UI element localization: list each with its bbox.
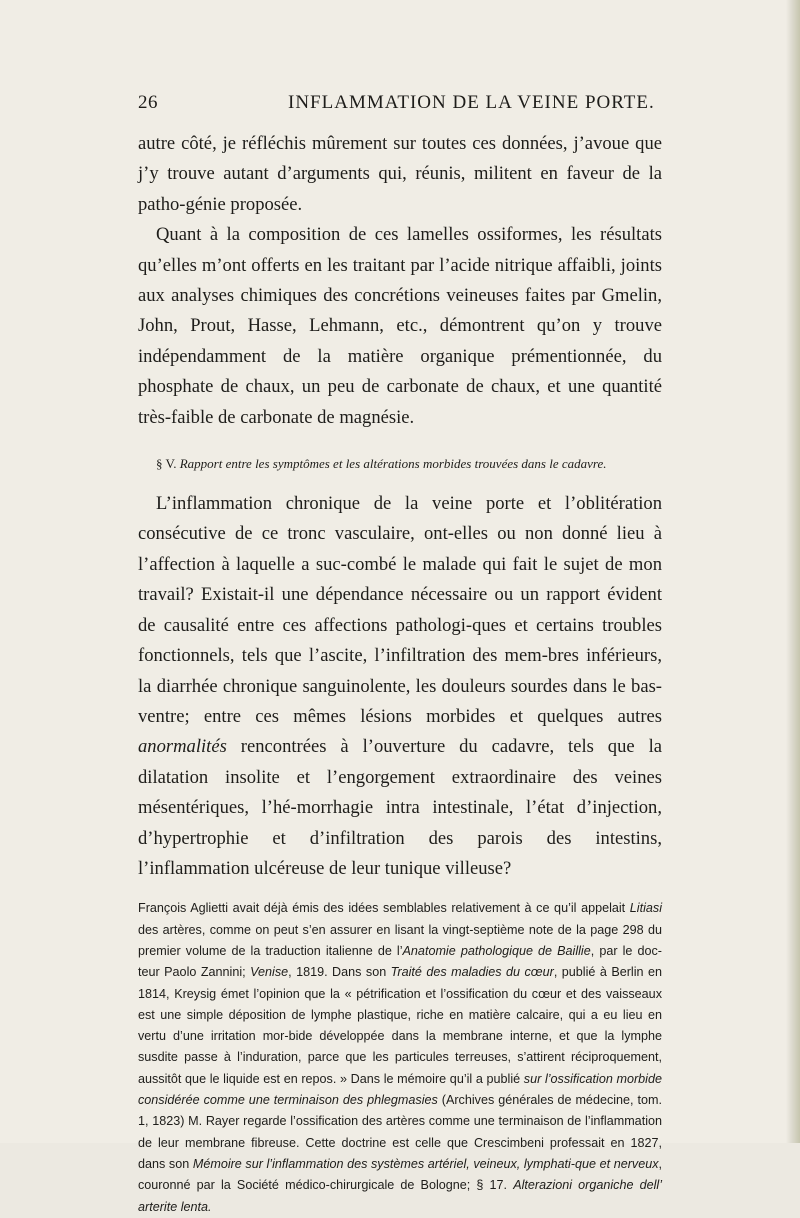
footnote-italic-2: Anatomie pathologique de Baillie xyxy=(402,943,591,958)
paragraph-text-b: rencontrées à l’ouverture du cadavre, tels que la dilatation insolite et l’engorgement extraordinaire des veines mésentériques, l’hé-morrhagie intra intestinale, l’état d’injection, d’hypertrophie et d’infiltration des parois des intestins, l’inflammation ulcéreuse de leur tunique villeuse? xyxy=(138,736,662,879)
running-title: INFLAMMATION DE LA VEINE PORTE. xyxy=(288,92,655,113)
footnote-italic-7: Alterazioni organiche dell’ arterite lenta. xyxy=(138,1178,662,1214)
footnote xyxy=(138,898,662,1217)
footnote-text-1: François Aglietti avait déjà émis des idées semblables relativement à ce qu’il appelait xyxy=(138,901,630,916)
footnote-text-5: , publié à Berlin en 1814, Kreysig émet l’opinion que la « pétrification et l’ossification du cœur et des vaisseaux est une simple déposition de lymphe plastique, riche en matière calcaire, qui a eu lieu en vertu d’une irritation mor-bide développée dans la membrane interne, et que la lymphe susdite passe à l’induration, parce que les particules terreuses, s’attirent réciproquement, aussitôt que le liquide est en repos. » Dans le mémoire qu’il a publié xyxy=(138,965,662,1086)
footnote-italic-4: Traité des maladies du cœur xyxy=(390,965,554,980)
paragraph-composition: Quant à la composition de ces lamelles ossiformes, les résultats qu’elles m’ont offerts en les traitant par l’acide nitrique affaibli, joints aux analyses chimiques des concrétions veineuses faites par Gmelin, John, Prout, Hasse, Lehmann, etc., démontrent qu’on y trouve indépendamment de la matière organique prémentionnée, du phosphate de chaux, un peu de carbonate de chaux, et une quantité très-faible de carbonate de magnésie. xyxy=(138,224,662,428)
footnote-text-6: (Archives générales de médecine, tom. 1, 1823) M. Rayer regarde l’ossification des artères comme une terminaison de l’inflammation de leur membrane fibreuse. Cette doctrine est celle que Crescimbeni professait en 1827, dans son xyxy=(138,1093,662,1171)
footnote-italic-3: Venise xyxy=(250,965,289,980)
footnote-text-7: , couronné par la Société médico-chirurgicale de Bologne; § 17. xyxy=(138,1156,662,1193)
paragraph-continued: autre côté, je réfléchis mûrement sur toutes ces données, j’avoue que j’y trouve autant d’arguments qui, réunis, militent en faveur de la patho-génie proposée. xyxy=(138,133,662,215)
running-header xyxy=(138,92,662,116)
footnote-italic-5: sur l’ossification morbide considérée comme une terminaison des phlegmasies xyxy=(138,1071,662,1108)
paragraph-text-a: L’inflammation chronique de la veine porte et l’oblitération consécutive de ce tronc vasculaire, ont-elles ou non donné lieu à l’affection à laquelle a suc-combé le malade qui fait le sujet de mon travail? Existait-il une dépendance nécessaire ou un rapport évident de causalité entre ces affections pathologi-ques et certains troubles fonctionnels, tels que l’ascite, l’infiltration des mem-bres inférieurs, la diarrhée chronique sanguinolente, les douleurs sourdes dans le bas-ventre; entre ces mêmes lésions morbides et quelques autres xyxy=(138,493,662,727)
section-heading xyxy=(138,455,662,473)
page-number: 26 xyxy=(138,92,158,113)
footnote-text-3: , par le doc-teur Paolo Zannini; xyxy=(138,943,662,980)
paragraph-inflammation xyxy=(138,489,662,884)
footnote-italic-6: Mémoire sur l’inflammation des systèmes artériel, veineux, lymphati-que et nerveux xyxy=(192,1156,659,1171)
footnote-text-2: des artères, comme on peut s’en assurer en lisant la vingt-septième note de la page 298 du premier volume de la traduction italienne de l’ xyxy=(138,922,662,958)
section-marker: § V. xyxy=(156,456,177,472)
italic-term: anormalités xyxy=(138,736,227,758)
footnote-italic-1: Litiasi xyxy=(629,901,662,916)
footnote-text-4: , 1819. Dans son xyxy=(288,965,391,980)
page-edge-shadow xyxy=(786,0,800,1143)
section-title: Rapport entre les symptômes et les altérations morbides trouvées dans le cadavre. xyxy=(179,456,607,472)
page-body xyxy=(138,129,662,1218)
